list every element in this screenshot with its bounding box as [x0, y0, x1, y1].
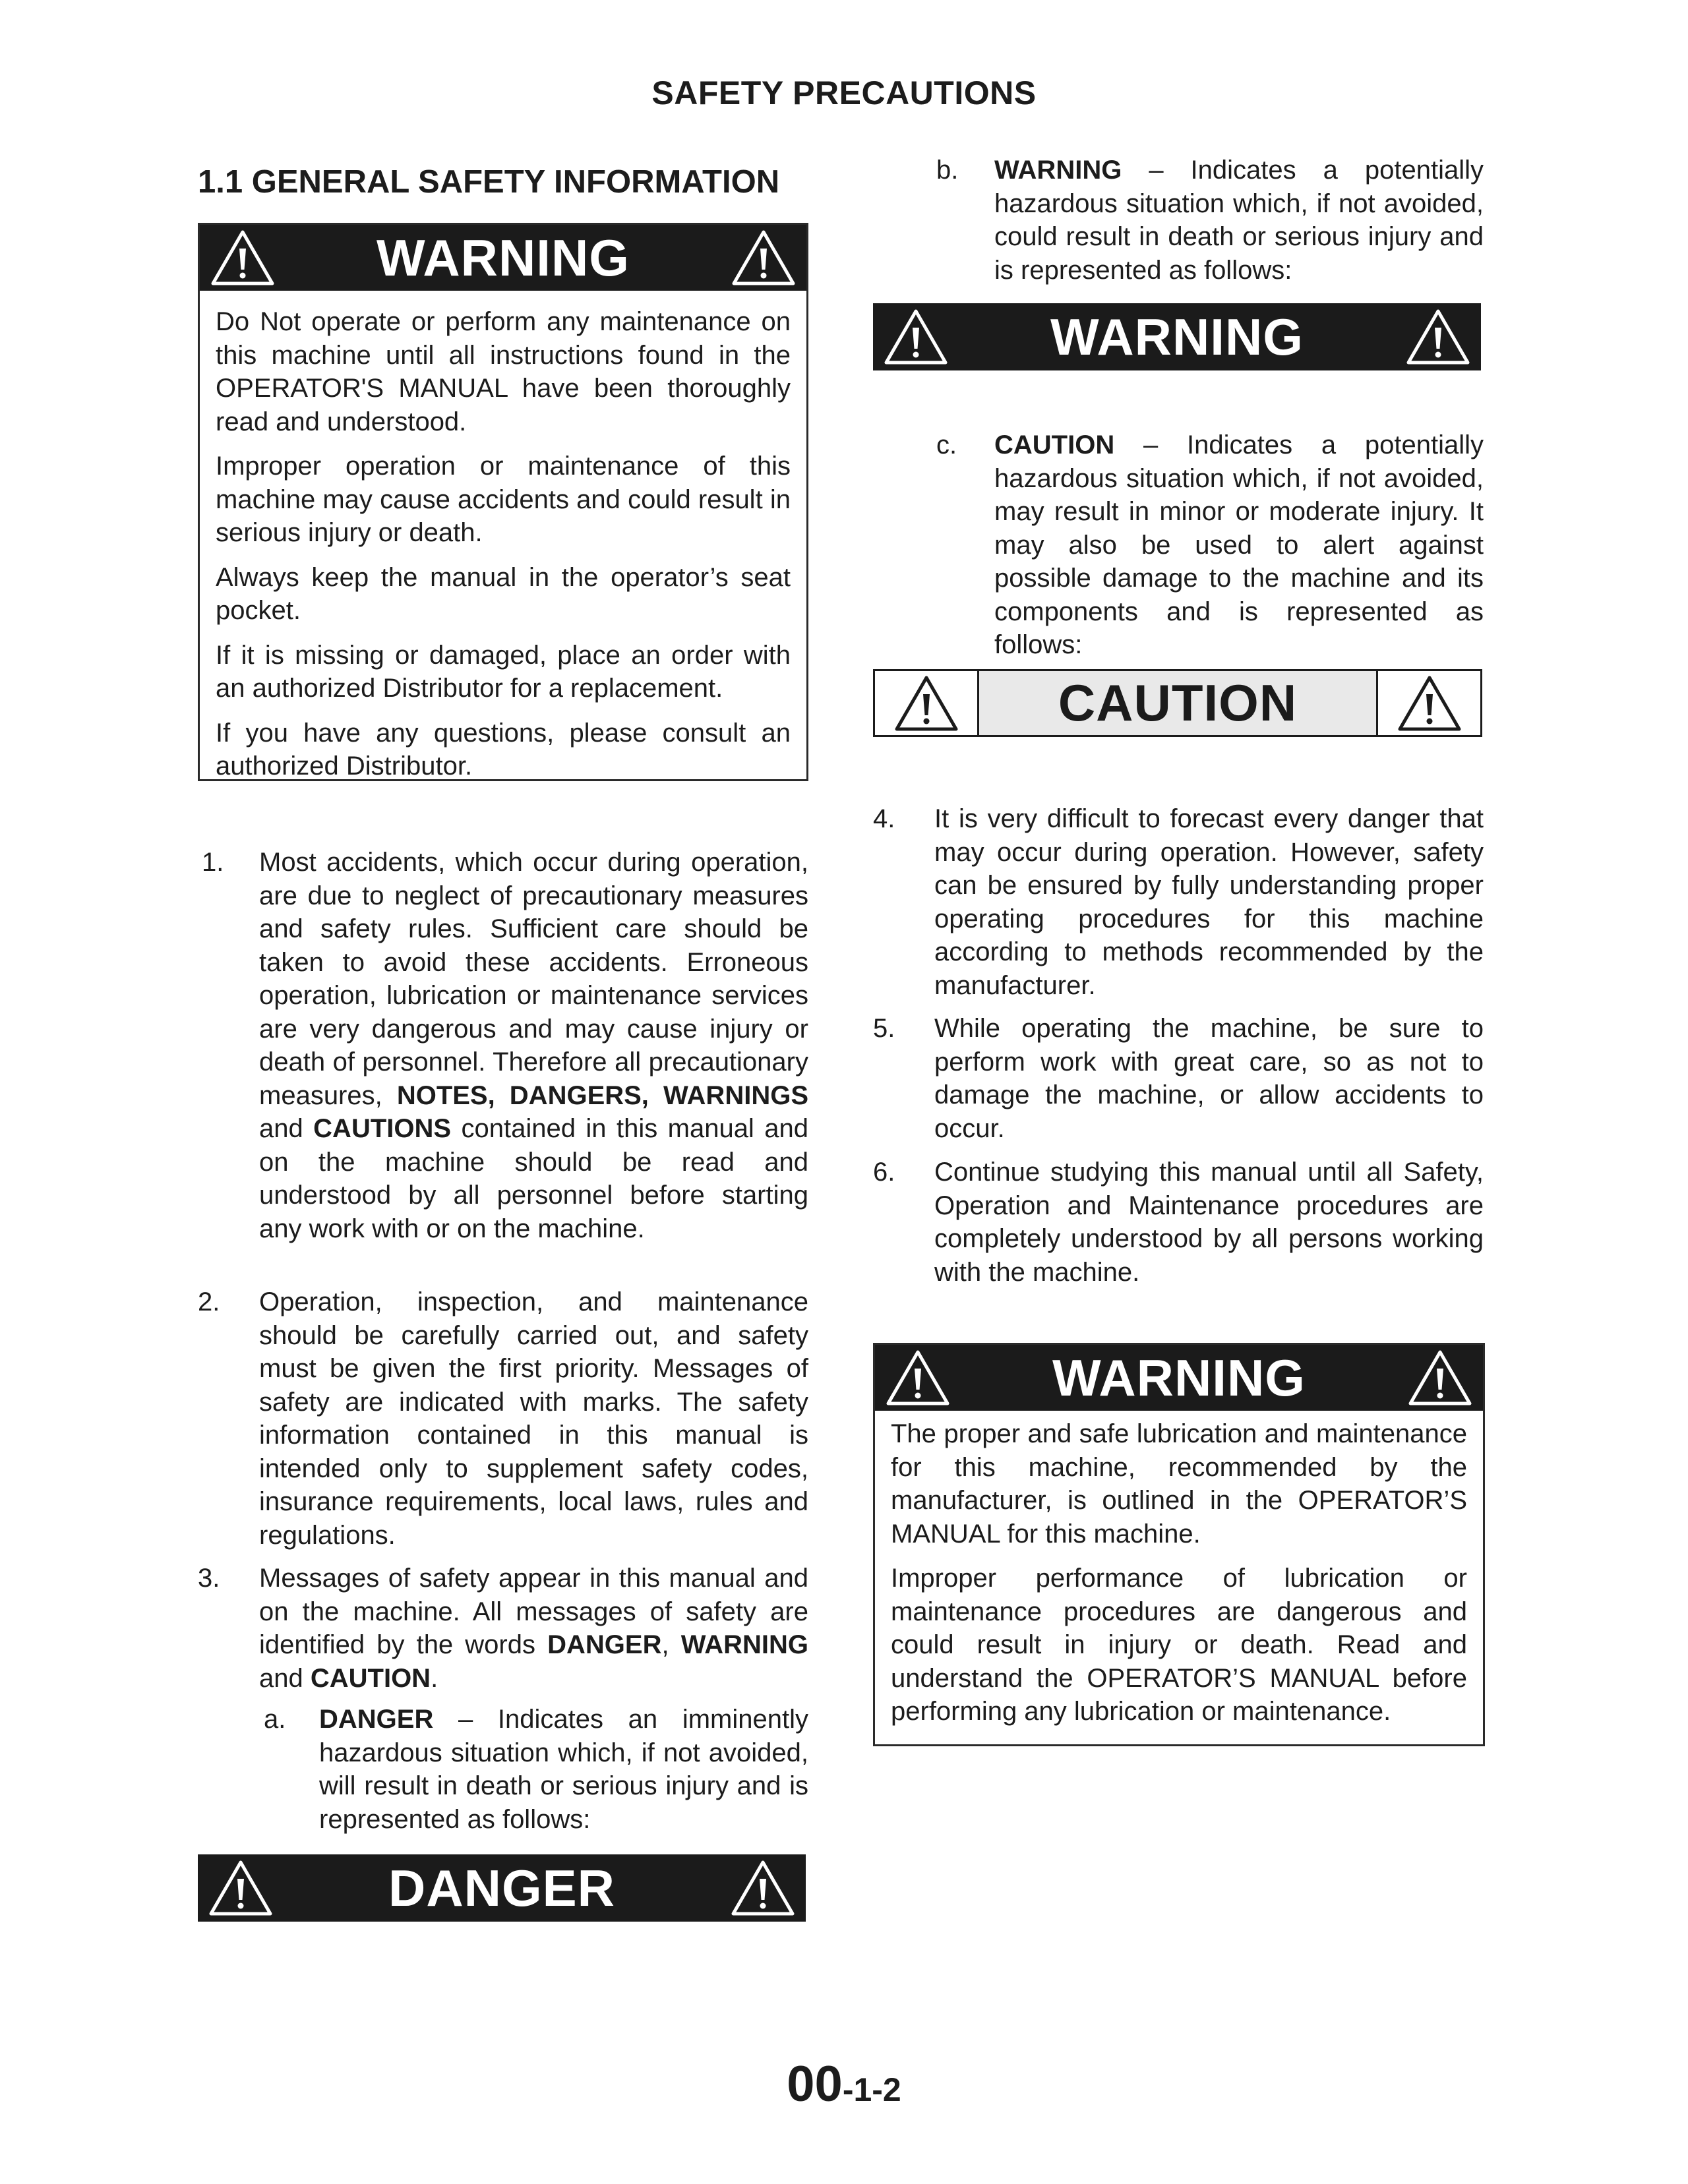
list-text: Continue studying this manual until all Safety, Operation and Maintenance procedures are completely understood by all persons working with the machine. — [934, 1158, 1484, 1287]
section-heading: 1.1 GENERAL SAFETY INFORMATION — [198, 164, 780, 200]
warning-banner — [873, 303, 1481, 370]
warning-box-general — [198, 223, 808, 781]
paragraph: If it is missing or damaged, place an order with an authorized Distributor for a replacement. — [216, 640, 791, 703]
paragraph: Always keep the manual in the operator’s seat pocket. — [216, 562, 791, 625]
list-number: 1. — [202, 848, 224, 877]
list-letter: b. — [936, 156, 959, 185]
list-text: While operating the machine, be sure to perform work with great care, so as not to damage the machine, or allow accidents to occur. — [934, 1014, 1484, 1143]
page-title: SAFETY PRECAUTIONS — [651, 74, 1037, 111]
warning-box-text — [200, 291, 806, 783]
caution-label: CAUTION — [1058, 674, 1298, 732]
warning-triangle-icon — [720, 1854, 806, 1922]
list-number: 4. — [873, 804, 895, 833]
list-letter: a. — [264, 1705, 286, 1734]
danger-label: DANGER — [388, 1858, 615, 1917]
warning-banner — [875, 1345, 1483, 1411]
warning-triangle-icon — [200, 225, 286, 291]
warning-triangle-icon — [875, 1345, 961, 1411]
warning-box-lubrication — [873, 1343, 1485, 1746]
page-number: 00-1-2 — [787, 2056, 901, 2112]
list-number: 2. — [198, 1287, 220, 1316]
paragraph: If you have any questions, please consult an authorized Distributor. — [216, 718, 791, 781]
list-number: 5. — [873, 1014, 895, 1043]
list-text: CAUTION – Indicates a potentially hazardous situation which, if not avoided, may result in minor or moderate injury. It may also be used to alert against possible damage to the machine and its components and is represented as follows: — [994, 430, 1484, 659]
warning-triangle-icon — [721, 225, 806, 291]
warning-label: WARNING — [1052, 1348, 1306, 1407]
list-text: Operation, inspection, and maintenance should be carefully carried out, and safety must be given the first priority. Messages of safety are indicated with marks. The safety information contained in this manual is intended only to supplement safety codes, insurance requirements, local laws, rules and regulations. — [259, 1287, 808, 1550]
list-text: DANGER – Indicates an imminently hazardous situation which, if not avoided, will result in death or serious injury and is represented as follows: — [319, 1705, 808, 1834]
warning-banner — [200, 225, 806, 291]
warning-triangle-icon — [875, 671, 977, 735]
warning-triangle-icon — [1397, 1345, 1483, 1411]
caution-banner — [873, 669, 1482, 737]
warning-triangle-icon — [1395, 303, 1481, 370]
danger-banner — [198, 1854, 806, 1922]
paragraph: Do Not operate or perform any maintenance on this machine until all instructions found in the OPERATOR'S MANUAL have been thoroughly read and understood. — [216, 307, 791, 436]
paragraph: The proper and safe lubrication and maintenance for this machine, recommended by the manufacturer, is outlined in the OPERATOR’S MANUAL for this machine. — [891, 1419, 1467, 1549]
warning-triangle-icon — [198, 1854, 284, 1922]
warning-label: WARNING — [377, 228, 630, 287]
paragraph: Improper performance of lubrication or maintenance procedures are dangerous and could result in injury or death. Read and understand the OPERATOR’S MANUAL before performing any lubrication or maintenance. — [891, 1564, 1467, 1726]
list-text: WARNING – Indicates a potentially hazardous situation which, if not avoided, could result in death or serious injury and is represented as follows: — [994, 156, 1484, 285]
paragraph: Improper operation or maintenance of this machine may cause accidents and could result in serious injury or death. — [216, 452, 791, 547]
list-number: 3. — [198, 1564, 220, 1593]
list-text: It is very difficult to forecast every danger that may occur during operation. However, safety can be ensured by fully understanding proper operating procedures for this machine according to methods recommended by the manufacturer. — [934, 804, 1484, 1000]
list-text: Most accidents, which occur during operation, are due to neglect of precautionary measures and safety rules. Sufficient care should be taken to avoid these accidents. Erroneous operation, lubrication or maintenance services are very dangerous and may cause injury or death of personnel. Therefore all precautionary measures, NOTES, DANGERS, WARNINGS and CAUTIONS contained in this manual and on the machine should be read and understood by all personnel before starting any work with or on the machine. — [259, 848, 808, 1243]
warning-label: WARNING — [1050, 307, 1304, 366]
warning-box-text — [875, 1411, 1483, 1728]
warning-triangle-icon — [873, 303, 959, 370]
list-text: Messages of safety appear in this manual and on the machine. All messages of safety are identified by the words DANGER, WARNING and CAUTION. — [259, 1564, 809, 1693]
warning-triangle-icon — [1378, 671, 1480, 735]
list-number: 6. — [873, 1158, 895, 1187]
list-letter: c. — [936, 430, 957, 459]
